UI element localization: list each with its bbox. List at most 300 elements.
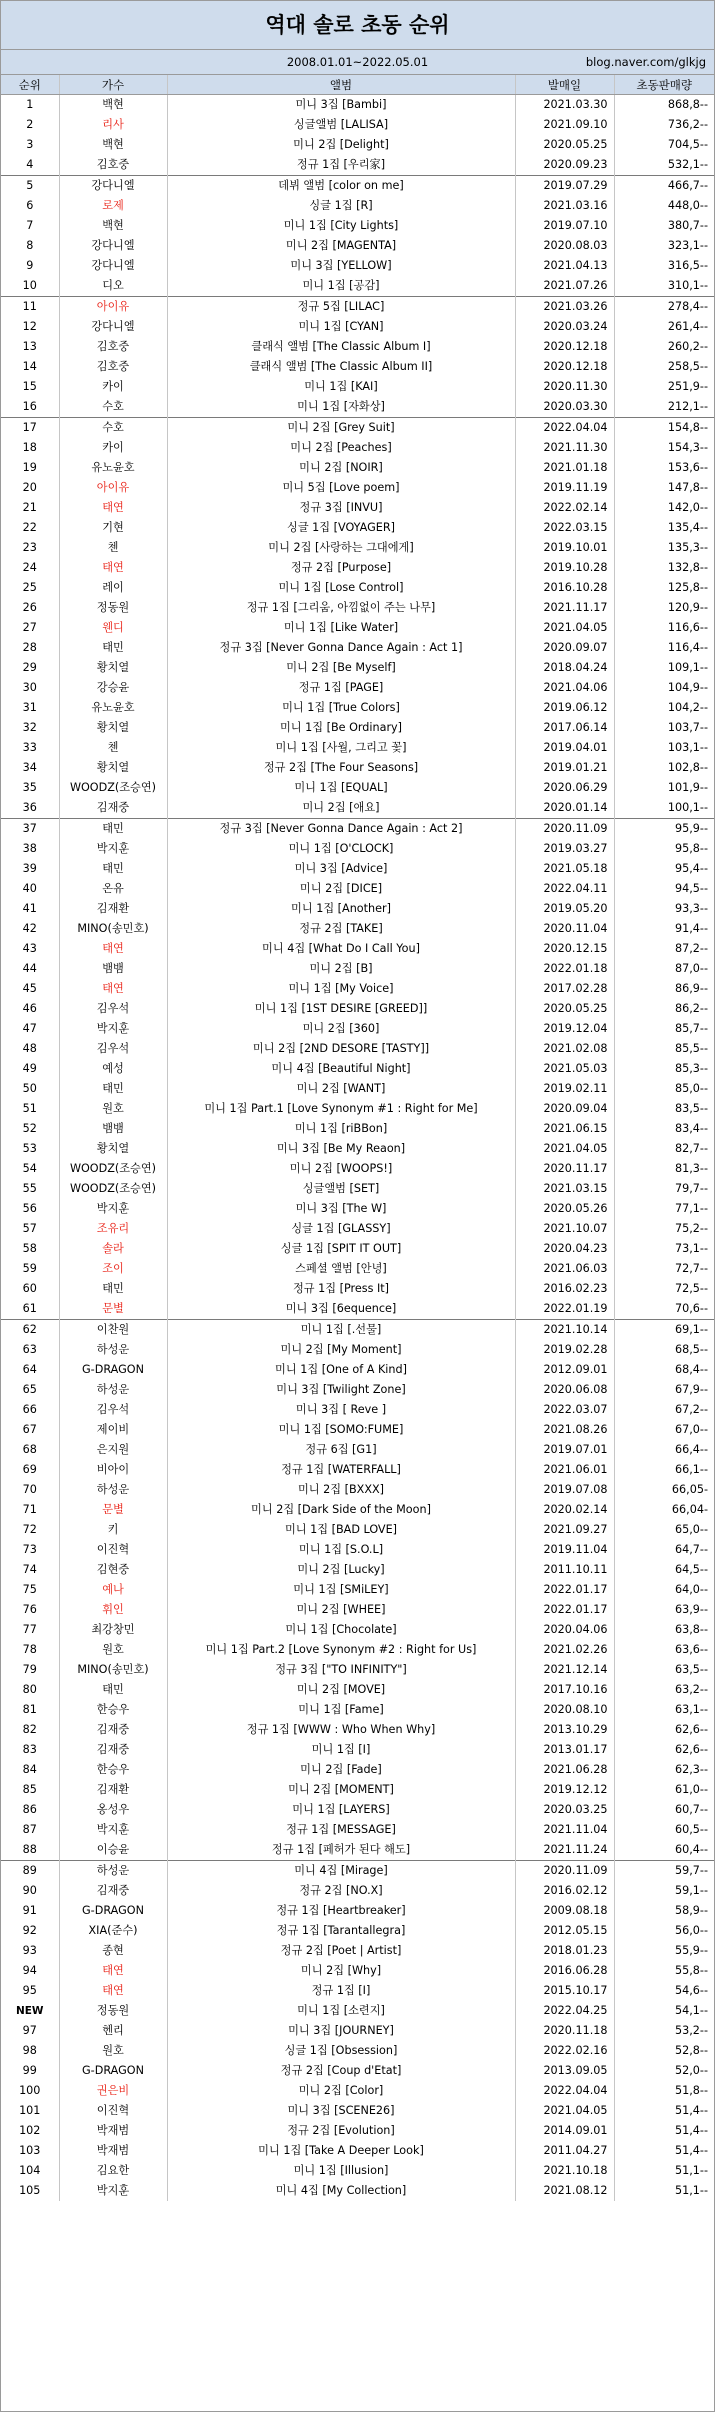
sales-cell: 154,8--	[614, 418, 714, 439]
sales-cell: 63,5--	[614, 1660, 714, 1680]
table-row	[1, 1780, 714, 1800]
artist-cell: 박지훈	[59, 1019, 167, 1039]
artist-cell: 태연	[59, 1981, 167, 2001]
rank-cell: 8	[26, 239, 34, 252]
table-row	[1, 1901, 714, 1921]
artist-cell: 백현	[59, 135, 167, 155]
sales-cell: 69,1--	[614, 1320, 714, 1341]
table-row	[1, 1299, 714, 1320]
sales-cell: 62,3--	[614, 1760, 714, 1780]
album-cell: 미니 1집 [Take A Deeper Look]	[167, 2141, 515, 2161]
table-row	[1, 397, 714, 418]
table-row	[1, 1680, 714, 1700]
album-cell: 미니 3집 [Twilight Zone]	[167, 1380, 515, 1400]
album-cell: 미니 2집 [B]	[167, 959, 515, 979]
release-date-cell: 2019.10.01	[515, 538, 614, 558]
release-date-cell: 2021.03.15	[515, 1179, 614, 1199]
album-cell: 정규 1집 [WATERFALL]	[167, 1460, 515, 1480]
release-date-cell: 2020.11.30	[515, 377, 614, 397]
sales-cell: 116,4--	[614, 638, 714, 658]
release-date-cell: 2022.04.04	[515, 418, 614, 439]
rank-cell: 69	[22, 1463, 37, 1476]
rank-cell: 4	[26, 158, 34, 171]
rank-cell: 67	[22, 1423, 37, 1436]
table-row	[1, 1219, 714, 1239]
table-row	[1, 1099, 714, 1119]
sales-cell: 55,8--	[614, 1961, 714, 1981]
album-cell: 정규 1집 [Press It]	[167, 1279, 515, 1299]
rank-cell: 90	[22, 1884, 37, 1897]
table-row	[1, 1380, 714, 1400]
artist-cell: 김재중	[59, 1740, 167, 1760]
table-row	[1, 1840, 714, 1861]
rank-cell: 81	[22, 1703, 37, 1716]
sales-cell: 448,0--	[614, 196, 714, 216]
album-cell: 미니 2집 [Why]	[167, 1961, 515, 1981]
artist-cell: 박재범	[59, 2121, 167, 2141]
sales-cell: 260,2--	[614, 337, 714, 357]
table-row	[1, 216, 714, 236]
release-date-cell: 2020.02.14	[515, 1500, 614, 1520]
rank-cell: 71	[22, 1503, 37, 1516]
table-row	[1, 1740, 714, 1760]
album-cell: 미니 1집 [Be Ordinary]	[167, 718, 515, 738]
album-cell: 정규 5집 [LILAC]	[167, 297, 515, 318]
table-row	[1, 1199, 714, 1219]
artist-cell: 정동원	[59, 2001, 167, 2021]
rank-cell: 79	[22, 1663, 37, 1676]
rank-cell: 36	[22, 801, 37, 814]
sales-cell: 66,04-	[614, 1500, 714, 1520]
rank-cell: 12	[22, 320, 37, 333]
release-date-cell: 2021.06.28	[515, 1760, 614, 1780]
release-date-cell: 2021.12.14	[515, 1660, 614, 1680]
rank-cell: 2	[26, 118, 34, 131]
table-row	[1, 1119, 714, 1139]
sales-cell: 103,1--	[614, 738, 714, 758]
release-date-cell: 2021.10.07	[515, 1219, 614, 1239]
rank-cell: 32	[22, 721, 37, 734]
album-cell: 싱글 1집 [Obsession]	[167, 2041, 515, 2061]
sales-cell: 120,9--	[614, 598, 714, 618]
sales-cell: 104,9--	[614, 678, 714, 698]
rank-cell: 80	[22, 1683, 37, 1696]
release-date-cell: 2022.01.19	[515, 1299, 614, 1320]
release-date-cell: 2021.03.16	[515, 196, 614, 216]
table-row	[1, 337, 714, 357]
album-cell: 미니 3집 [Advice]	[167, 859, 515, 879]
artist-cell: 문별	[59, 1500, 167, 1520]
release-date-cell: 2019.02.11	[515, 1079, 614, 1099]
sales-cell: 60,5--	[614, 1820, 714, 1840]
release-date-cell: 2022.01.17	[515, 1580, 614, 1600]
release-date-cell: 2021.11.30	[515, 438, 614, 458]
table-row	[1, 2101, 714, 2121]
sales-cell: 95,8--	[614, 839, 714, 859]
release-date-cell: 2020.05.25	[515, 135, 614, 155]
album-cell: 미니 1집 [EQUAL]	[167, 778, 515, 798]
album-cell: 미니 2집 [WHEE]	[167, 1600, 515, 1620]
album-cell: 미니 2집 [Lucky]	[167, 1560, 515, 1580]
sales-cell: 66,05-	[614, 1480, 714, 1500]
release-date-cell: 2020.05.26	[515, 1199, 614, 1219]
sales-cell: 72,7--	[614, 1259, 714, 1279]
release-date-cell: 2020.06.29	[515, 778, 614, 798]
sales-cell: 55,9--	[614, 1941, 714, 1961]
artist-cell: WOODZ(조승연)	[59, 1159, 167, 1179]
album-cell: 정규 1집 [그리움, 아낌없이 주는 나무]	[167, 598, 515, 618]
album-cell: 미니 2집 [MOMENT]	[167, 1780, 515, 1800]
rank-cell: 92	[22, 1924, 37, 1937]
artist-cell: 첸	[59, 538, 167, 558]
album-cell: 미니 2집 [Grey Suit]	[167, 418, 515, 439]
sales-cell: 251,9--	[614, 377, 714, 397]
artist-cell: MINO(송민호)	[59, 1660, 167, 1680]
rank-cell: 99	[22, 2064, 37, 2077]
rank-cell: 35	[22, 781, 37, 794]
rank-cell: 68	[22, 1443, 37, 1456]
album-cell: 미니 1집 [Like Water]	[167, 618, 515, 638]
table-row	[1, 538, 714, 558]
table-row	[1, 2181, 714, 2201]
album-cell: 정규 1집 [Tarantallegra]	[167, 1921, 515, 1941]
artist-cell: 뱀뱀	[59, 959, 167, 979]
album-cell: 정규 3집 [Never Gonna Dance Again : Act 1]	[167, 638, 515, 658]
release-date-cell: 2021.03.26	[515, 297, 614, 318]
artist-cell: 원호	[59, 1640, 167, 1660]
artist-cell: 김호중	[59, 357, 167, 377]
rank-cell: 3	[26, 138, 34, 151]
artist-cell: 김우석	[59, 1400, 167, 1420]
table-row	[1, 1881, 714, 1901]
album-cell: 정규 1집 [WWW : Who When Why]	[167, 1720, 515, 1740]
table-row	[1, 1660, 714, 1680]
artist-cell: 김우석	[59, 1039, 167, 1059]
rank-cell: 23	[22, 541, 37, 554]
sales-cell: 125,8--	[614, 578, 714, 598]
sales-cell: 261,4--	[614, 317, 714, 337]
table-row	[1, 1139, 714, 1159]
rank-cell: 48	[22, 1042, 37, 1055]
album-cell: 정규 3집 [Never Gonna Dance Again : Act 2]	[167, 819, 515, 840]
sales-cell: 63,8--	[614, 1620, 714, 1640]
rank-cell: 19	[22, 461, 37, 474]
sales-cell: 95,9--	[614, 819, 714, 840]
release-date-cell: 2014.09.01	[515, 2121, 614, 2141]
rank-cell: 93	[22, 1944, 37, 1957]
rank-cell: 88	[22, 1843, 37, 1856]
release-date-cell: 2009.08.18	[515, 1901, 614, 1921]
table-row	[1, 1320, 714, 1341]
sales-cell: 52,0--	[614, 2061, 714, 2081]
sales-cell: 56,0--	[614, 1921, 714, 1941]
table-row	[1, 819, 714, 840]
album-cell: 미니 1집 [riBBon]	[167, 1119, 515, 1139]
sales-cell: 51,1--	[614, 2181, 714, 2201]
sales-cell: 91,4--	[614, 919, 714, 939]
album-cell: 미니 1집 [자화상]	[167, 397, 515, 418]
sales-cell: 83,4--	[614, 1119, 714, 1139]
release-date-cell: 2019.07.10	[515, 216, 614, 236]
album-cell: 정규 1집 [우리家]	[167, 155, 515, 176]
artist-cell: 백현	[59, 216, 167, 236]
album-cell: 미니 4집 [Beautiful Night]	[167, 1059, 515, 1079]
release-date-cell: 2022.03.07	[515, 1400, 614, 1420]
rank-cell: 63	[22, 1343, 37, 1356]
release-date-cell: 2012.09.01	[515, 1360, 614, 1380]
album-cell: 정규 1집 [페허가 된다 해도]	[167, 1840, 515, 1861]
release-date-cell: 2013.10.29	[515, 1720, 614, 1740]
artist-cell: 강다니엘	[59, 317, 167, 337]
artist-cell: 수호	[59, 397, 167, 418]
rank-cell: 39	[22, 862, 37, 875]
sales-cell: 67,0--	[614, 1420, 714, 1440]
rank-cell: 34	[22, 761, 37, 774]
artist-cell: 김요한	[59, 2161, 167, 2181]
album-cell: 미니 3집 [ Reve ]	[167, 1400, 515, 1420]
rank-cell: 14	[22, 360, 37, 373]
subtitle-row	[1, 50, 714, 75]
album-cell: 미니 3집 [The W]	[167, 1199, 515, 1219]
rank-cell: 22	[22, 521, 37, 534]
table-row	[1, 1039, 714, 1059]
album-cell: 정규 3집 ["TO INFINITY"]	[167, 1660, 515, 1680]
sales-cell: 64,5--	[614, 1560, 714, 1580]
sales-cell: 51,4--	[614, 2141, 714, 2161]
release-date-cell: 2021.04.13	[515, 256, 614, 276]
artist-cell: 종현	[59, 1941, 167, 1961]
sales-cell: 58,9--	[614, 1901, 714, 1921]
sales-cell: 81,3--	[614, 1159, 714, 1179]
rank-cell: 105	[19, 2184, 41, 2197]
release-date-cell: 2012.05.15	[515, 1921, 614, 1941]
release-date-cell: 2019.07.29	[515, 176, 614, 197]
release-date-cell: 2021.11.04	[515, 1820, 614, 1840]
release-date-cell: 2022.04.25	[515, 2001, 614, 2021]
sales-cell: 132,8--	[614, 558, 714, 578]
artist-cell: 예성	[59, 1059, 167, 1079]
table-row	[1, 798, 714, 819]
table-row	[1, 1560, 714, 1580]
table-row	[1, 999, 714, 1019]
album-cell: 정규 1집 [Heartbreaker]	[167, 1901, 515, 1921]
artist-cell: 이진혁	[59, 1540, 167, 1560]
artist-cell: 유노윤호	[59, 458, 167, 478]
album-cell: 미니 1집 [SOMO:FUME]	[167, 1420, 515, 1440]
artist-cell: 태연	[59, 939, 167, 959]
artist-cell: 강다니엘	[59, 236, 167, 256]
artist-cell: 원호	[59, 2041, 167, 2061]
table-row	[1, 438, 714, 458]
rank-cell: 76	[22, 1603, 37, 1616]
album-cell: 미니 2집 [MOVE]	[167, 1680, 515, 1700]
sales-cell: 380,7--	[614, 216, 714, 236]
rank-cell: 47	[22, 1022, 37, 1035]
table-row	[1, 1820, 714, 1840]
rank-cell: 97	[22, 2024, 37, 2037]
rank-cell: 59	[22, 1262, 37, 1275]
album-cell: 미니 1집 Part.2 [Love Synonym #2 : Right for Us]	[167, 1640, 515, 1660]
sales-cell: 86,2--	[614, 999, 714, 1019]
rank-cell: 60	[22, 1282, 37, 1295]
header-artist: 가수	[59, 75, 167, 95]
album-cell: 미니 2집 [Delight]	[167, 135, 515, 155]
rank-cell: 78	[22, 1643, 37, 1656]
table-row	[1, 959, 714, 979]
sales-cell: 61,0--	[614, 1780, 714, 1800]
album-cell: 정규 2집 [Coup d'Etat]	[167, 2061, 515, 2081]
release-date-cell: 2021.06.01	[515, 1460, 614, 1480]
rank-cell: 64	[22, 1363, 37, 1376]
release-date-cell: 2021.03.30	[515, 95, 614, 116]
table-row	[1, 1420, 714, 1440]
table-row	[1, 1961, 714, 1981]
table-row	[1, 1500, 714, 1520]
rank-cell: 17	[1, 418, 59, 439]
table-row	[1, 1239, 714, 1259]
album-cell: 미니 1집 [사월, 그리고 꽃]	[167, 738, 515, 758]
album-cell: 미니 3집 [Be My Reaon]	[167, 1139, 515, 1159]
release-date-cell: 2020.08.10	[515, 1700, 614, 1720]
rank-cell: 89	[1, 1861, 59, 1882]
album-cell: 정규 2집 [Poet | Artist]	[167, 1941, 515, 1961]
table-row	[1, 196, 714, 216]
artist-cell: 조이	[59, 1259, 167, 1279]
sales-cell: 66,1--	[614, 1460, 714, 1480]
table-row	[1, 598, 714, 618]
artist-cell: 김재중	[59, 798, 167, 819]
album-cell: 미니 3집 [SCENE26]	[167, 2101, 515, 2121]
sales-cell: 147,8--	[614, 478, 714, 498]
album-cell: 미니 3집 [JOURNEY]	[167, 2021, 515, 2041]
sales-cell: 70,6--	[614, 1299, 714, 1320]
sales-cell: 85,0--	[614, 1079, 714, 1099]
source-credit: blog.naver.com/glkjg	[585, 55, 706, 69]
table-row	[1, 1700, 714, 1720]
table-row	[1, 578, 714, 598]
artist-cell: 김재중	[59, 1720, 167, 1740]
release-date-cell: 2022.01.18	[515, 959, 614, 979]
artist-cell: 박지훈	[59, 1199, 167, 1219]
album-cell: 미니 1집 [Lose Control]	[167, 578, 515, 598]
album-cell: 클래식 앨범 [The Classic Album II]	[167, 357, 515, 377]
artist-cell: 이찬원	[59, 1320, 167, 1341]
sales-cell: 532,1--	[614, 155, 714, 176]
sales-cell: 68,5--	[614, 1340, 714, 1360]
sales-cell: 316,5--	[614, 256, 714, 276]
artist-cell: 박지훈	[59, 839, 167, 859]
table-row	[1, 678, 714, 698]
artist-cell: 레이	[59, 578, 167, 598]
album-cell: 미니 1집 [SMiLEY]	[167, 1580, 515, 1600]
table-row	[1, 2041, 714, 2061]
table-row	[1, 478, 714, 498]
sales-cell: 135,4--	[614, 518, 714, 538]
artist-cell: 태민	[59, 638, 167, 658]
artist-cell: 태연	[59, 498, 167, 518]
sales-cell: 51,4--	[614, 2101, 714, 2121]
table-row	[1, 458, 714, 478]
sales-cell: 63,6--	[614, 1640, 714, 1660]
table-row	[1, 1861, 714, 1882]
rank-cell: 31	[22, 701, 37, 714]
artist-cell: 뱀뱀	[59, 1119, 167, 1139]
album-cell: 미니 1집 [소련지]	[167, 2001, 515, 2021]
table-row	[1, 658, 714, 678]
release-date-cell: 2019.12.12	[515, 1780, 614, 1800]
rank-cell: 61	[22, 1302, 37, 1315]
header-rank: 순위	[1, 75, 59, 95]
artist-cell: 강승윤	[59, 678, 167, 698]
release-date-cell: 2022.02.16	[515, 2041, 614, 2061]
artist-cell: 황치열	[59, 1139, 167, 1159]
table-row	[1, 1279, 714, 1299]
album-cell: 미니 2집 [WOOPS!]	[167, 1159, 515, 1179]
table-row	[1, 1921, 714, 1941]
release-date-cell: 2019.11.19	[515, 478, 614, 498]
sales-cell: 154,3--	[614, 438, 714, 458]
album-cell: 미니 1집 [.선물]	[167, 1320, 515, 1341]
table-row	[1, 879, 714, 899]
table-row	[1, 1460, 714, 1480]
album-cell: 정규 1집 [PAGE]	[167, 678, 515, 698]
artist-cell: 태민	[59, 819, 167, 840]
rank-cell: 15	[22, 380, 37, 393]
album-cell: 미니 1집 [My Voice]	[167, 979, 515, 999]
release-date-cell: 2019.12.04	[515, 1019, 614, 1039]
sales-cell: 153,6--	[614, 458, 714, 478]
table-row	[1, 638, 714, 658]
table-row	[1, 155, 714, 176]
rank-cell: 73	[22, 1543, 37, 1556]
rank-cell: 43	[22, 942, 37, 955]
table-row	[1, 2021, 714, 2041]
rank-cell: 104	[19, 2164, 41, 2177]
rank-cell: 45	[22, 982, 37, 995]
artist-cell: 한승우	[59, 1760, 167, 1780]
rank-cell: 84	[22, 1763, 37, 1776]
album-cell: 미니 2집 [DICE]	[167, 879, 515, 899]
sales-cell: 54,1--	[614, 2001, 714, 2021]
table-row	[1, 1480, 714, 1500]
sales-cell: 73,1--	[614, 1239, 714, 1259]
sales-cell: 63,9--	[614, 1600, 714, 1620]
table-row	[1, 2001, 714, 2021]
release-date-cell: 2020.01.14	[515, 798, 614, 819]
artist-cell: 김호중	[59, 155, 167, 176]
artist-cell: 카이	[59, 438, 167, 458]
release-date-cell: 2013.01.17	[515, 1740, 614, 1760]
artist-cell: 조유리	[59, 1219, 167, 1239]
table-row	[1, 1400, 714, 1420]
artist-cell: 김재중	[59, 1881, 167, 1901]
rank-cell: 75	[22, 1583, 37, 1596]
sales-cell: 704,5--	[614, 135, 714, 155]
table-row	[1, 418, 714, 439]
rank-cell: 55	[22, 1182, 37, 1195]
album-cell: 미니 2집 [사랑하는 그대에게]	[167, 538, 515, 558]
sales-cell: 101,9--	[614, 778, 714, 798]
artist-cell: 솔라	[59, 1239, 167, 1259]
release-date-cell: 2019.01.21	[515, 758, 614, 778]
album-cell: 정규 2집 [Evolution]	[167, 2121, 515, 2141]
release-date-cell: 2015.10.17	[515, 1981, 614, 2001]
table-row	[1, 276, 714, 297]
album-cell: 미니 2집 [NOIR]	[167, 458, 515, 478]
artist-cell: 첸	[59, 738, 167, 758]
rank-cell: 77	[22, 1623, 37, 1636]
table-body	[1, 95, 714, 2202]
